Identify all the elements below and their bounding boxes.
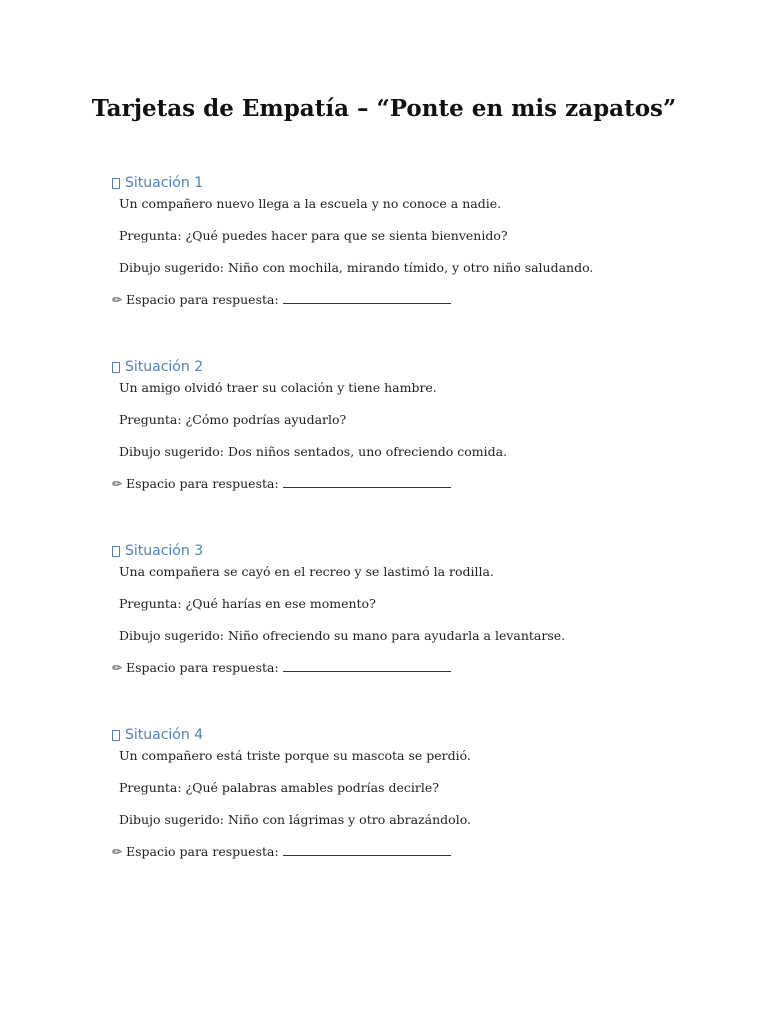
situation-text: Un compañero está triste porque su mascota se perdió. [119, 748, 471, 763]
answer-blank-line[interactable] [283, 475, 451, 488]
situation-heading [112, 172, 672, 194]
situation-heading [112, 540, 672, 562]
situation-text: Una compañera se cayó en el recreo y se lastimó la rodilla. [119, 564, 494, 579]
answer-blank-line[interactable] [283, 659, 451, 672]
situation-heading-label: Situación 1 [125, 175, 204, 191]
pencil-icon: ✏ [112, 661, 123, 675]
situation-text: Un compañero nuevo llega a la escuela y no conoce a nadie. [119, 196, 502, 211]
page-title: Tarjetas de Empatía – “Ponte en mis zapatos” [91, 95, 677, 122]
answer-label: Espacio para respuesta: [126, 660, 279, 675]
answer-blank-line[interactable] [283, 843, 451, 856]
question-text: Pregunta: ¿Cómo podrías ayudarlo? [119, 412, 347, 427]
pencil-icon: ✏ [112, 845, 123, 859]
answer-blank-line[interactable] [283, 291, 451, 304]
missing-glyph-icon [112, 730, 120, 741]
situation-heading-label: Situación 4 [125, 727, 204, 743]
answer-label: Espacio para respuesta: [126, 844, 279, 859]
pencil-icon: ✏ [112, 477, 123, 491]
situation-heading-label: Situación 2 [125, 359, 204, 375]
situation-heading [112, 356, 672, 378]
question-text: Pregunta: ¿Qué puedes hacer para que se sienta bienvenido? [119, 228, 508, 243]
missing-glyph-icon [112, 362, 120, 373]
drawing-suggestion-text: Dibujo sugerido: Niño con lágrimas y otro abrazándolo. [119, 812, 471, 827]
question-text: Pregunta: ¿Qué palabras amables podrías decirle? [119, 780, 439, 795]
answer-space [112, 291, 672, 309]
drawing-suggestion-text: Dibujo sugerido: Niño ofreciendo su mano para ayudarla a levantarse. [119, 628, 566, 643]
situation-card-2 [112, 356, 672, 493]
situation-card-1 [112, 172, 672, 309]
answer-space [112, 475, 672, 493]
situation-heading-label: Situación 3 [125, 543, 204, 559]
situation-card-4 [112, 724, 672, 861]
question-text: Pregunta: ¿Qué harías en ese momento? [119, 596, 376, 611]
answer-label: Espacio para respuesta: [126, 476, 279, 491]
situation-card-3 [112, 540, 672, 677]
situation-text: Un amigo olvidó traer su colación y tiene hambre. [119, 380, 437, 395]
pencil-icon: ✏ [112, 293, 123, 307]
drawing-suggestion-text: Dibujo sugerido: Niño con mochila, mirando tímido, y otro niño saludando. [119, 260, 594, 275]
drawing-suggestion-text: Dibujo sugerido: Dos niños sentados, uno ofreciendo comida. [119, 444, 508, 459]
situation-heading [112, 724, 672, 746]
answer-space [112, 843, 672, 861]
answer-label: Espacio para respuesta: [126, 292, 279, 307]
answer-space [112, 659, 672, 677]
missing-glyph-icon [112, 546, 120, 557]
missing-glyph-icon [112, 178, 120, 189]
